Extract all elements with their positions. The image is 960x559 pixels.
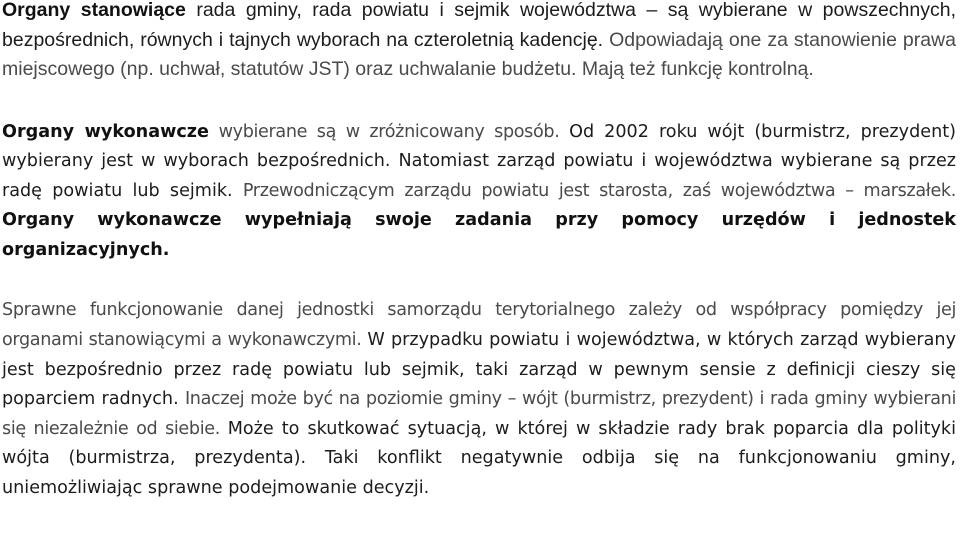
paragraph-text: Odpowiadają one za stanowienie prawa miejscowego (np. uchwał, statutów JST) oraz uchwalanie budżetu. Mają też funkcję kontrolną. [2, 28, 956, 80]
paragraph-organy-wykonawcze [2, 118, 956, 266]
emphasis-organy-wykonawcze: Organy wykonawcze wypełniają swoje zadania przy pomocy urzędów i jednostek organizacyjnych. [2, 210, 956, 260]
paragraph-text: Może to skutkować sytuacją, w której w składzie rady brak poparcia dla polityki wójta (burmistrza, prezydenta). [2, 418, 956, 469]
paragraph-organy-stanowiace [2, 0, 956, 85]
paragraph-text: Sprawne funkcjonowanie danej jednostki samorządu terytorialnego zależy od współpracy pomiędzy jej organami stanowiącymi a wykonawczymi. [2, 300, 956, 351]
term-organy-stanowiace: Organy stanowiące [2, 0, 186, 21]
paragraph-text: Przewodniczącym zarządu powiatu jest starosta, zaś województwa – marszałek. [242, 180, 956, 201]
paragraph-text: Natomiast zarząd powiatu i województwa wybierane są przez radę powiatu lub sejmik. [2, 151, 956, 201]
term-organy-wykonawcze: Organy wykonawcze [2, 121, 209, 142]
paragraph-text: Taki konflikt negatywnie odbija się na funkcjonowaniu gminy, uniemożliwiając sprawne podejmowanie decyzji. [2, 448, 956, 499]
paragraph-text: rada gminy, rada powiatu i sejmik województwa – są wybierane w powszechnych, bezpośrednich, równych i tajnych wyborach na czteroletnią kadencję. [2, 0, 956, 51]
paragraph-text: Inaczej może być na poziomie gminy – wójt (burmistrz, prezydent) i rada gminy wybierani się niezależnie od siebie. [2, 389, 956, 439]
paragraph-wspolpraca-organow [2, 296, 956, 503]
paragraph-text: Od 2002 roku wójt (burmistrz, prezydent) wybierany jest w wyborach bezpośrednich. [2, 121, 956, 172]
paragraph-text: wybierane są w zróżnicowany sposób. [208, 121, 570, 142]
paragraph-text: W przypadku powiatu i województwa, w których zarząd wybierany jest bezpośrednio przez radę powiatu lub sejmik, taki zarząd w pewnym sensie z definicji cieszy się poparciem radnych. [2, 330, 956, 410]
